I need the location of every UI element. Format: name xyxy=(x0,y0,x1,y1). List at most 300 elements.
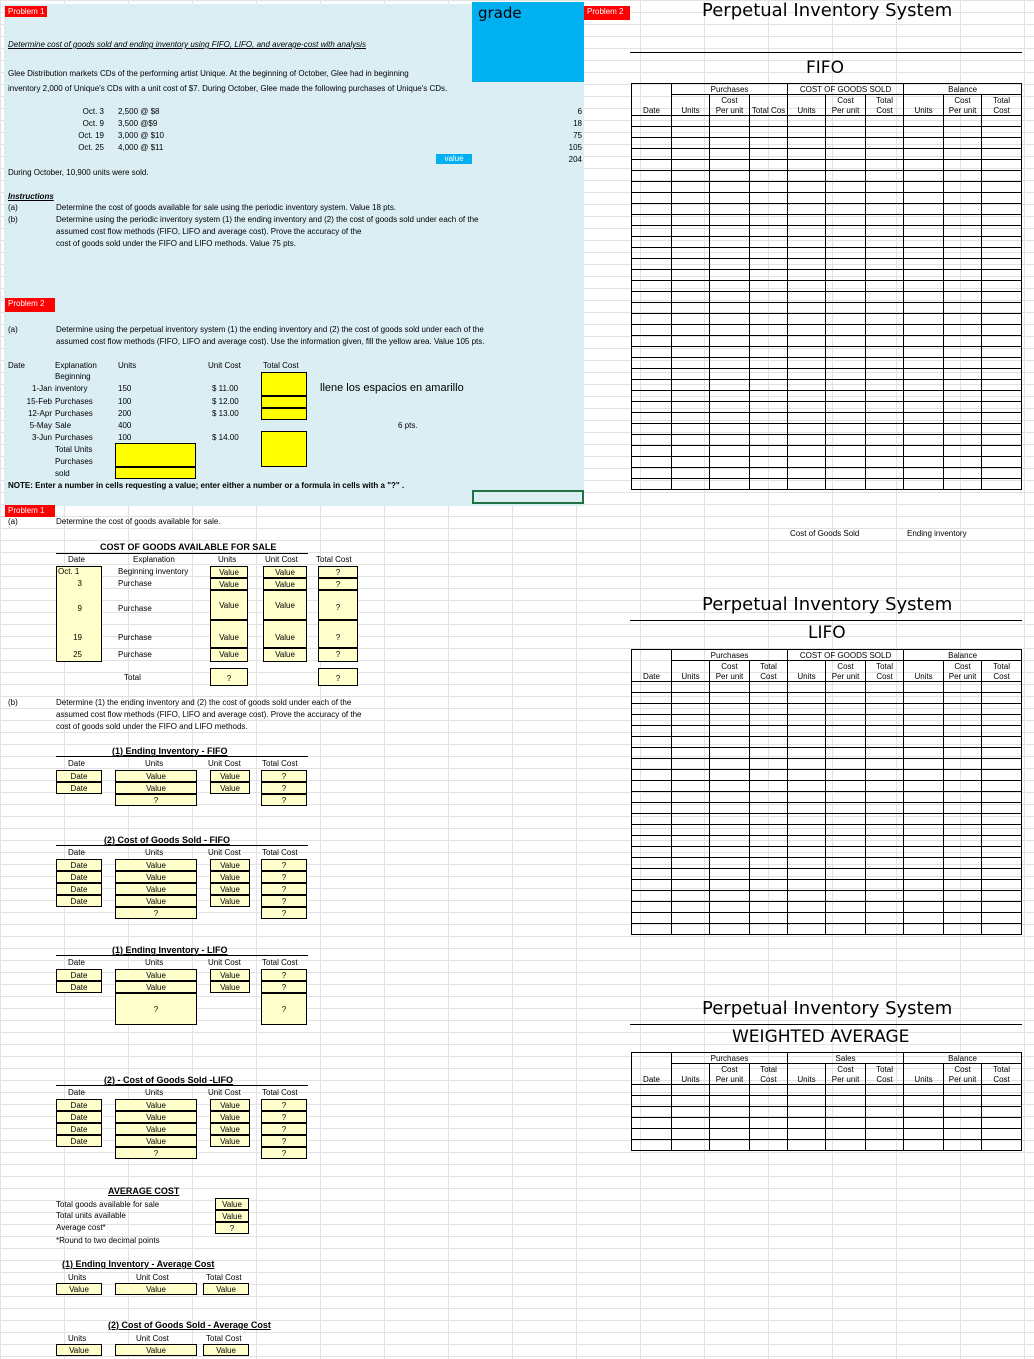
fifo-cell[interactable] xyxy=(826,127,866,138)
lifo-cell[interactable] xyxy=(632,715,672,726)
lifo-cell[interactable] xyxy=(710,726,750,737)
fifo-cell[interactable] xyxy=(788,138,826,149)
fifo-cell[interactable] xyxy=(866,248,904,259)
lifo-cell[interactable] xyxy=(710,759,750,770)
fifo-cell[interactable] xyxy=(710,314,750,325)
fifo-cell[interactable] xyxy=(866,380,904,391)
fifo-cell[interactable] xyxy=(632,226,672,237)
fifo-cell[interactable] xyxy=(944,457,982,468)
lifo-cell[interactable] xyxy=(788,693,826,704)
lifo-cell[interactable] xyxy=(750,792,788,803)
fifo-cell[interactable] xyxy=(982,127,1022,138)
lifo-cell[interactable] xyxy=(866,792,904,803)
wavg-cell[interactable] xyxy=(750,1107,788,1118)
lifo-cell[interactable] xyxy=(788,869,826,880)
wavg-cell[interactable] xyxy=(904,1140,944,1151)
fifo-cell[interactable] xyxy=(944,380,982,391)
cogs-lifo-units-input[interactable]: Value xyxy=(115,1135,197,1147)
cogs-fifo-units-input[interactable]: Value xyxy=(115,859,197,871)
lifo-cell[interactable] xyxy=(982,924,1022,935)
lifo-cell[interactable] xyxy=(826,748,866,759)
fifo-cell[interactable] xyxy=(710,193,750,204)
fifo-cell[interactable] xyxy=(710,248,750,259)
lifo-cell[interactable] xyxy=(944,715,982,726)
fifo-cell[interactable] xyxy=(750,391,788,402)
cogs-fifo-grand-total-input[interactable]: ? xyxy=(261,907,307,919)
fifo-cell[interactable] xyxy=(750,303,788,314)
ei-lifo-unitcost-input[interactable]: Value xyxy=(210,981,250,993)
fifo-cell[interactable] xyxy=(710,358,750,369)
fifo-cell[interactable] xyxy=(866,369,904,380)
fifo-cell[interactable] xyxy=(788,281,826,292)
cogs-fifo-date-input[interactable]: Date xyxy=(56,871,102,883)
lifo-cell[interactable] xyxy=(904,759,944,770)
wavg-cell[interactable] xyxy=(710,1085,750,1096)
lifo-cell[interactable] xyxy=(632,847,672,858)
fifo-cell[interactable] xyxy=(826,270,866,281)
fifo-cell[interactable] xyxy=(826,314,866,325)
fifo-cell[interactable] xyxy=(750,457,788,468)
fifo-cell[interactable] xyxy=(944,325,982,336)
fifo-cell[interactable] xyxy=(982,160,1022,171)
lifo-cell[interactable] xyxy=(672,891,710,902)
fifo-cell[interactable] xyxy=(904,358,944,369)
lifo-cell[interactable] xyxy=(710,704,750,715)
lifo-cell[interactable] xyxy=(632,704,672,715)
lifo-cell[interactable] xyxy=(750,847,788,858)
fifo-cell[interactable] xyxy=(826,347,866,358)
cogs-lifo-date-input[interactable]: Date xyxy=(56,1135,102,1147)
fifo-cell[interactable] xyxy=(632,413,672,424)
ei-lifo-units-total-input[interactable]: ? xyxy=(115,993,197,1025)
fifo-cell[interactable] xyxy=(710,138,750,149)
fifo-cell[interactable] xyxy=(750,215,788,226)
lifo-cell[interactable] xyxy=(826,847,866,858)
fifo-cell[interactable] xyxy=(904,171,944,182)
fifo-cell[interactable] xyxy=(632,160,672,171)
cogas-cost-input[interactable]: Value xyxy=(263,590,307,620)
fifo-cell[interactable] xyxy=(632,182,672,193)
avg-goods-input[interactable]: Value xyxy=(215,1198,249,1210)
fifo-cell[interactable] xyxy=(788,193,826,204)
fifo-cell[interactable] xyxy=(866,116,904,127)
fifo-cell[interactable] xyxy=(982,226,1022,237)
lifo-cell[interactable] xyxy=(672,693,710,704)
fifo-cell[interactable] xyxy=(788,215,826,226)
fifo-cell[interactable] xyxy=(904,215,944,226)
ei-lifo-units-input[interactable]: Value xyxy=(115,969,197,981)
lifo-cell[interactable] xyxy=(826,737,866,748)
lifo-cell[interactable] xyxy=(750,814,788,825)
lifo-cell[interactable] xyxy=(944,704,982,715)
cogs-lifo-units-input[interactable]: Value xyxy=(115,1099,197,1111)
fifo-cell[interactable] xyxy=(982,149,1022,160)
fifo-cell[interactable] xyxy=(672,424,710,435)
lifo-cell[interactable] xyxy=(826,803,866,814)
fifo-cell[interactable] xyxy=(710,303,750,314)
lifo-cell[interactable] xyxy=(826,792,866,803)
fifo-cell[interactable] xyxy=(788,457,826,468)
wavg-cell[interactable] xyxy=(982,1118,1022,1129)
lifo-cell[interactable] xyxy=(710,693,750,704)
fifo-cell[interactable] xyxy=(632,358,672,369)
fifo-cell[interactable] xyxy=(750,325,788,336)
lifo-cell[interactable] xyxy=(672,737,710,748)
lifo-cell[interactable] xyxy=(750,913,788,924)
lifo-cell[interactable] xyxy=(982,902,1022,913)
cogs-fifo-units-input[interactable]: Value xyxy=(115,883,197,895)
lifo-cell[interactable] xyxy=(788,781,826,792)
fifo-cell[interactable] xyxy=(826,424,866,435)
fifo-cell[interactable] xyxy=(944,248,982,259)
cogas-units-input[interactable]: Value xyxy=(210,566,248,578)
lifo-cell[interactable] xyxy=(982,858,1022,869)
fifo-cell[interactable] xyxy=(904,391,944,402)
lifo-cell[interactable] xyxy=(904,924,944,935)
fifo-cell[interactable] xyxy=(982,413,1022,424)
fifo-cell[interactable] xyxy=(632,116,672,127)
lifo-cell[interactable] xyxy=(788,847,826,858)
fifo-cell[interactable] xyxy=(788,424,826,435)
fifo-cell[interactable] xyxy=(904,380,944,391)
fifo-cell[interactable] xyxy=(788,116,826,127)
fifo-cell[interactable] xyxy=(904,248,944,259)
total-cost-input-3[interactable] xyxy=(261,408,307,420)
wavg-cell[interactable] xyxy=(750,1140,788,1151)
ei-fifo-grand-total-input[interactable]: ? xyxy=(261,794,307,806)
lifo-cell[interactable] xyxy=(826,924,866,935)
lifo-cell[interactable] xyxy=(710,781,750,792)
lifo-cell[interactable] xyxy=(944,847,982,858)
wavg-cell[interactable] xyxy=(826,1129,866,1140)
wavg-cell[interactable] xyxy=(632,1118,672,1129)
fifo-cell[interactable] xyxy=(944,160,982,171)
cogs-lifo-unitcost-input[interactable]: Value xyxy=(210,1135,250,1147)
lifo-cell[interactable] xyxy=(788,748,826,759)
fifo-cell[interactable] xyxy=(866,325,904,336)
lifo-cell[interactable] xyxy=(982,836,1022,847)
fifo-cell[interactable] xyxy=(672,369,710,380)
fifo-cell[interactable] xyxy=(866,479,904,490)
cogas-units-input[interactable]: Value xyxy=(210,578,248,590)
lifo-cell[interactable] xyxy=(944,902,982,913)
lifo-cell[interactable] xyxy=(826,770,866,781)
lifo-cell[interactable] xyxy=(632,737,672,748)
lifo-cell[interactable] xyxy=(944,759,982,770)
fifo-cell[interactable] xyxy=(750,149,788,160)
fifo-cell[interactable] xyxy=(826,325,866,336)
cogs-lifo-total-input[interactable]: ? xyxy=(261,1099,307,1111)
fifo-cell[interactable] xyxy=(632,325,672,336)
lifo-cell[interactable] xyxy=(982,726,1022,737)
lifo-cell[interactable] xyxy=(826,715,866,726)
cogas-cost-input[interactable]: Value xyxy=(263,648,307,662)
lifo-cell[interactable] xyxy=(904,869,944,880)
lifo-cell[interactable] xyxy=(632,792,672,803)
fifo-cell[interactable] xyxy=(632,259,672,270)
fifo-cell[interactable] xyxy=(826,248,866,259)
fifo-cell[interactable] xyxy=(826,259,866,270)
lifo-cell[interactable] xyxy=(944,869,982,880)
lifo-cell[interactable] xyxy=(788,792,826,803)
lifo-cell[interactable] xyxy=(944,814,982,825)
fifo-cell[interactable] xyxy=(826,391,866,402)
lifo-cell[interactable] xyxy=(672,792,710,803)
fifo-cell[interactable] xyxy=(944,226,982,237)
fifo-cell[interactable] xyxy=(672,468,710,479)
lifo-cell[interactable] xyxy=(826,836,866,847)
lifo-cell[interactable] xyxy=(826,814,866,825)
lifo-cell[interactable] xyxy=(982,803,1022,814)
lifo-cell[interactable] xyxy=(982,792,1022,803)
fifo-cell[interactable] xyxy=(904,413,944,424)
total-units-input[interactable] xyxy=(115,443,196,467)
fifo-cell[interactable] xyxy=(982,215,1022,226)
fifo-cell[interactable] xyxy=(826,369,866,380)
lifo-cell[interactable] xyxy=(826,726,866,737)
fifo-cell[interactable] xyxy=(788,435,826,446)
lifo-cell[interactable] xyxy=(632,803,672,814)
fifo-cell[interactable] xyxy=(904,193,944,204)
fifo-cell[interactable] xyxy=(710,182,750,193)
ei-fifo-unitcost-input[interactable]: Value xyxy=(210,782,250,794)
lifo-cell[interactable] xyxy=(826,869,866,880)
lifo-cell[interactable] xyxy=(944,682,982,693)
fifo-cell[interactable] xyxy=(944,424,982,435)
fifo-cell[interactable] xyxy=(710,259,750,270)
lifo-cell[interactable] xyxy=(750,825,788,836)
fifo-cell[interactable] xyxy=(944,468,982,479)
fifo-cell[interactable] xyxy=(866,281,904,292)
fifo-cell[interactable] xyxy=(982,193,1022,204)
fifo-cell[interactable] xyxy=(672,138,710,149)
lifo-cell[interactable] xyxy=(788,836,826,847)
lifo-cell[interactable] xyxy=(982,759,1022,770)
fifo-cell[interactable] xyxy=(944,182,982,193)
fifo-cell[interactable] xyxy=(632,303,672,314)
lifo-cell[interactable] xyxy=(826,759,866,770)
lifo-cell[interactable] xyxy=(750,682,788,693)
lifo-cell[interactable] xyxy=(750,726,788,737)
lifo-cell[interactable] xyxy=(750,858,788,869)
fifo-cell[interactable] xyxy=(750,336,788,347)
fifo-cell[interactable] xyxy=(672,292,710,303)
lifo-cell[interactable] xyxy=(632,682,672,693)
lifo-cell[interactable] xyxy=(826,693,866,704)
fifo-cell[interactable] xyxy=(826,457,866,468)
wavg-cell[interactable] xyxy=(826,1085,866,1096)
wavg-cell[interactable] xyxy=(672,1085,710,1096)
cogs-avg-units-input[interactable]: Value xyxy=(56,1344,102,1356)
fifo-cell[interactable] xyxy=(750,127,788,138)
lifo-cell[interactable] xyxy=(904,770,944,781)
lifo-cell[interactable] xyxy=(826,891,866,902)
lifo-cell[interactable] xyxy=(944,836,982,847)
cogs-fifo-units-input[interactable]: Value xyxy=(115,871,197,883)
lifo-cell[interactable] xyxy=(788,924,826,935)
fifo-cell[interactable] xyxy=(750,237,788,248)
cogs-fifo-unitcost-input[interactable]: Value xyxy=(210,859,250,871)
lifo-cell[interactable] xyxy=(866,869,904,880)
ei-fifo-date-input[interactable]: Date xyxy=(56,782,102,794)
lifo-cell[interactable] xyxy=(750,748,788,759)
wavg-cell[interactable] xyxy=(632,1085,672,1096)
fifo-cell[interactable] xyxy=(866,435,904,446)
lifo-cell[interactable] xyxy=(672,825,710,836)
fifo-cell[interactable] xyxy=(982,479,1022,490)
fifo-cell[interactable] xyxy=(672,116,710,127)
fifo-cell[interactable] xyxy=(710,347,750,358)
lifo-cell[interactable] xyxy=(788,726,826,737)
fifo-cell[interactable] xyxy=(788,149,826,160)
fifo-cell[interactable] xyxy=(750,314,788,325)
lifo-cell[interactable] xyxy=(826,858,866,869)
lifo-cell[interactable] xyxy=(944,693,982,704)
wavg-cell[interactable] xyxy=(750,1096,788,1107)
lifo-cell[interactable] xyxy=(904,858,944,869)
lifo-cell[interactable] xyxy=(750,891,788,902)
wavg-cell[interactable] xyxy=(944,1118,982,1129)
cogas-units-input[interactable]: Value xyxy=(210,620,248,648)
fifo-cell[interactable] xyxy=(944,204,982,215)
fifo-cell[interactable] xyxy=(826,182,866,193)
lifo-cell[interactable] xyxy=(672,847,710,858)
cogs-fifo-unitcost-input[interactable]: Value xyxy=(210,895,250,907)
lifo-cell[interactable] xyxy=(788,858,826,869)
fifo-cell[interactable] xyxy=(982,182,1022,193)
fifo-cell[interactable] xyxy=(982,358,1022,369)
fifo-cell[interactable] xyxy=(788,237,826,248)
fifo-cell[interactable] xyxy=(710,468,750,479)
fifo-cell[interactable] xyxy=(632,391,672,402)
wavg-cell[interactable] xyxy=(944,1085,982,1096)
wavg-cell[interactable] xyxy=(866,1140,904,1151)
cogs-lifo-unitcost-input[interactable]: Value xyxy=(210,1111,250,1123)
lifo-cell[interactable] xyxy=(866,913,904,924)
fifo-cell[interactable] xyxy=(788,259,826,270)
fifo-cell[interactable] xyxy=(982,237,1022,248)
wavg-cell[interactable] xyxy=(982,1107,1022,1118)
lifo-cell[interactable] xyxy=(904,781,944,792)
wavg-cell[interactable] xyxy=(632,1107,672,1118)
fifo-cell[interactable] xyxy=(632,369,672,380)
fifo-cell[interactable] xyxy=(632,446,672,457)
fifo-cell[interactable] xyxy=(672,336,710,347)
fifo-cell[interactable] xyxy=(866,292,904,303)
lifo-cell[interactable] xyxy=(632,880,672,891)
lifo-cell[interactable] xyxy=(944,924,982,935)
wavg-cell[interactable] xyxy=(750,1118,788,1129)
lifo-cell[interactable] xyxy=(788,715,826,726)
lifo-cell[interactable] xyxy=(982,748,1022,759)
fifo-cell[interactable] xyxy=(672,248,710,259)
fifo-cell[interactable] xyxy=(672,270,710,281)
fifo-cell[interactable] xyxy=(904,160,944,171)
lifo-cell[interactable] xyxy=(904,682,944,693)
avg-cost-input[interactable]: ? xyxy=(215,1222,249,1234)
fifo-cell[interactable] xyxy=(866,204,904,215)
fifo-cell[interactable] xyxy=(672,413,710,424)
fifo-cell[interactable] xyxy=(788,204,826,215)
fifo-cell[interactable] xyxy=(750,347,788,358)
wavg-cell[interactable] xyxy=(750,1085,788,1096)
fifo-cell[interactable] xyxy=(904,182,944,193)
fifo-cell[interactable] xyxy=(672,446,710,457)
fifo-cell[interactable] xyxy=(866,457,904,468)
fifo-cell[interactable] xyxy=(710,457,750,468)
lifo-cell[interactable] xyxy=(944,770,982,781)
wavg-cell[interactable] xyxy=(672,1107,710,1118)
lifo-cell[interactable] xyxy=(866,847,904,858)
fifo-cell[interactable] xyxy=(904,402,944,413)
lifo-cell[interactable] xyxy=(750,759,788,770)
lifo-cell[interactable] xyxy=(866,880,904,891)
fifo-cell[interactable] xyxy=(672,149,710,160)
fifo-cell[interactable] xyxy=(750,182,788,193)
lifo-cell[interactable] xyxy=(982,880,1022,891)
lifo-cell[interactable] xyxy=(904,836,944,847)
fifo-cell[interactable] xyxy=(710,413,750,424)
fifo-cell[interactable] xyxy=(750,281,788,292)
lifo-cell[interactable] xyxy=(982,770,1022,781)
fifo-cell[interactable] xyxy=(750,479,788,490)
lifo-cell[interactable] xyxy=(982,737,1022,748)
fifo-cell[interactable] xyxy=(710,160,750,171)
lifo-cell[interactable] xyxy=(710,770,750,781)
fifo-cell[interactable] xyxy=(904,226,944,237)
lifo-cell[interactable] xyxy=(866,836,904,847)
lifo-cell[interactable] xyxy=(904,902,944,913)
wavg-cell[interactable] xyxy=(672,1118,710,1129)
fifo-cell[interactable] xyxy=(710,435,750,446)
fifo-cell[interactable] xyxy=(944,336,982,347)
lifo-cell[interactable] xyxy=(672,704,710,715)
lifo-cell[interactable] xyxy=(982,781,1022,792)
lifo-cell[interactable] xyxy=(632,836,672,847)
fifo-cell[interactable] xyxy=(750,116,788,127)
lifo-cell[interactable] xyxy=(710,880,750,891)
fifo-cell[interactable] xyxy=(866,182,904,193)
fifo-cell[interactable] xyxy=(904,281,944,292)
lifo-cell[interactable] xyxy=(672,781,710,792)
fifo-cell[interactable] xyxy=(672,314,710,325)
cogs-fifo-date-input[interactable]: Date xyxy=(56,883,102,895)
lifo-cell[interactable] xyxy=(982,891,1022,902)
wavg-cell[interactable] xyxy=(632,1129,672,1140)
ei-lifo-unitcost-input[interactable]: Value xyxy=(210,969,250,981)
lifo-cell[interactable] xyxy=(750,737,788,748)
lifo-cell[interactable] xyxy=(788,902,826,913)
wavg-cell[interactable] xyxy=(904,1107,944,1118)
cogs-lifo-unitcost-input[interactable]: Value xyxy=(210,1123,250,1135)
fifo-cell[interactable] xyxy=(788,347,826,358)
fifo-cell[interactable] xyxy=(944,369,982,380)
fifo-cell[interactable] xyxy=(904,457,944,468)
fifo-cell[interactable] xyxy=(788,292,826,303)
cogas-total-input[interactable]: ? xyxy=(318,566,358,578)
fifo-cell[interactable] xyxy=(632,270,672,281)
fifo-cell[interactable] xyxy=(750,358,788,369)
fifo-cell[interactable] xyxy=(904,149,944,160)
fifo-cell[interactable] xyxy=(710,292,750,303)
cogs-avg-total-input[interactable]: Value xyxy=(203,1344,249,1356)
cogs-avg-unitcost-input[interactable]: Value xyxy=(115,1344,197,1356)
fifo-cell[interactable] xyxy=(788,270,826,281)
lifo-cell[interactable] xyxy=(672,748,710,759)
wavg-cell[interactable] xyxy=(982,1129,1022,1140)
cogs-fifo-total-input[interactable]: ? xyxy=(261,895,307,907)
fifo-cell[interactable] xyxy=(866,424,904,435)
